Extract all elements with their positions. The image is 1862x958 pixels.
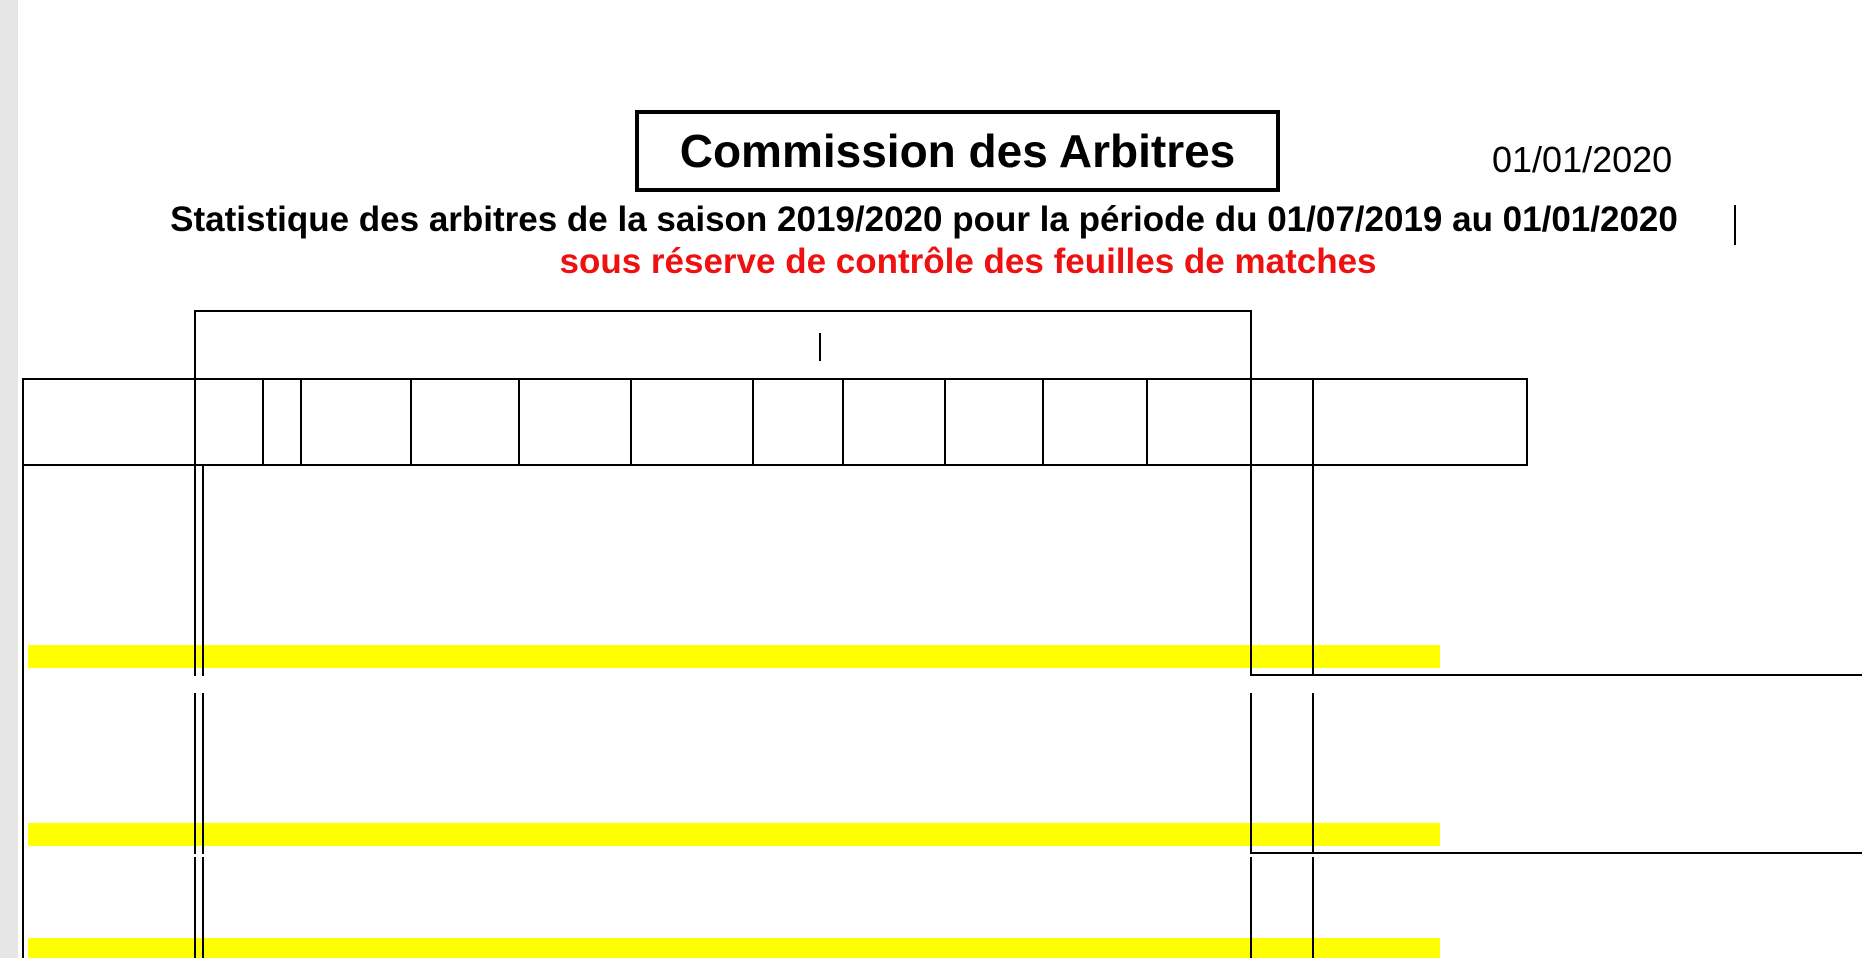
column-header-divider bbox=[262, 378, 264, 464]
table-left-border bbox=[22, 378, 24, 958]
report-date: 01/01/2020 bbox=[1492, 139, 1673, 180]
column-header-divider bbox=[1042, 378, 1044, 464]
body-column-divider bbox=[1250, 693, 1252, 854]
club-total-row bbox=[28, 645, 1440, 668]
column-header-top-border bbox=[22, 378, 1528, 380]
column-header-divider bbox=[944, 378, 946, 464]
body-column-divider bbox=[202, 466, 204, 676]
body-column-divider bbox=[202, 693, 204, 854]
body-column-divider bbox=[1312, 693, 1314, 854]
column-header-bottom-border bbox=[22, 464, 1528, 466]
column-header-divider bbox=[518, 378, 520, 464]
column-header-divider bbox=[630, 378, 632, 464]
header-top-border bbox=[194, 310, 1252, 312]
body-column-divider bbox=[194, 857, 196, 958]
body-column-divider bbox=[194, 466, 196, 676]
spreadsheet-page bbox=[18, 0, 1862, 958]
header-left-border bbox=[194, 310, 196, 472]
body-column-divider bbox=[202, 857, 204, 958]
text-cursor bbox=[1734, 205, 1736, 245]
column-header-divider bbox=[752, 378, 754, 464]
body-column-divider bbox=[1312, 466, 1314, 676]
column-header-divider bbox=[842, 378, 844, 464]
body-column-divider bbox=[1250, 466, 1252, 676]
page-title: Commission des Arbitres bbox=[635, 110, 1280, 192]
column-header-divider bbox=[410, 378, 412, 464]
report-subtitle: Statistique des arbitres de la saison 2019/2020 pour la période du 01/07/2019 au 01/01/2020 bbox=[170, 200, 1678, 239]
column-header-divider bbox=[1146, 378, 1148, 464]
reserve-note: sous réserve de contrôle des feuilles de matches bbox=[559, 242, 1377, 281]
body-column-divider bbox=[1312, 857, 1314, 958]
column-header-divider bbox=[1312, 378, 1314, 464]
column-header-divider bbox=[1526, 378, 1528, 464]
group-divider bbox=[819, 333, 821, 361]
club-total-row bbox=[28, 938, 1440, 958]
body-column-divider bbox=[1250, 857, 1252, 958]
group-separator bbox=[1250, 852, 1862, 854]
column-header-divider bbox=[1250, 378, 1252, 464]
body-column-divider bbox=[194, 693, 196, 854]
club-total-row bbox=[28, 823, 1440, 846]
column-header-divider bbox=[300, 378, 302, 464]
group-separator bbox=[1250, 674, 1862, 676]
